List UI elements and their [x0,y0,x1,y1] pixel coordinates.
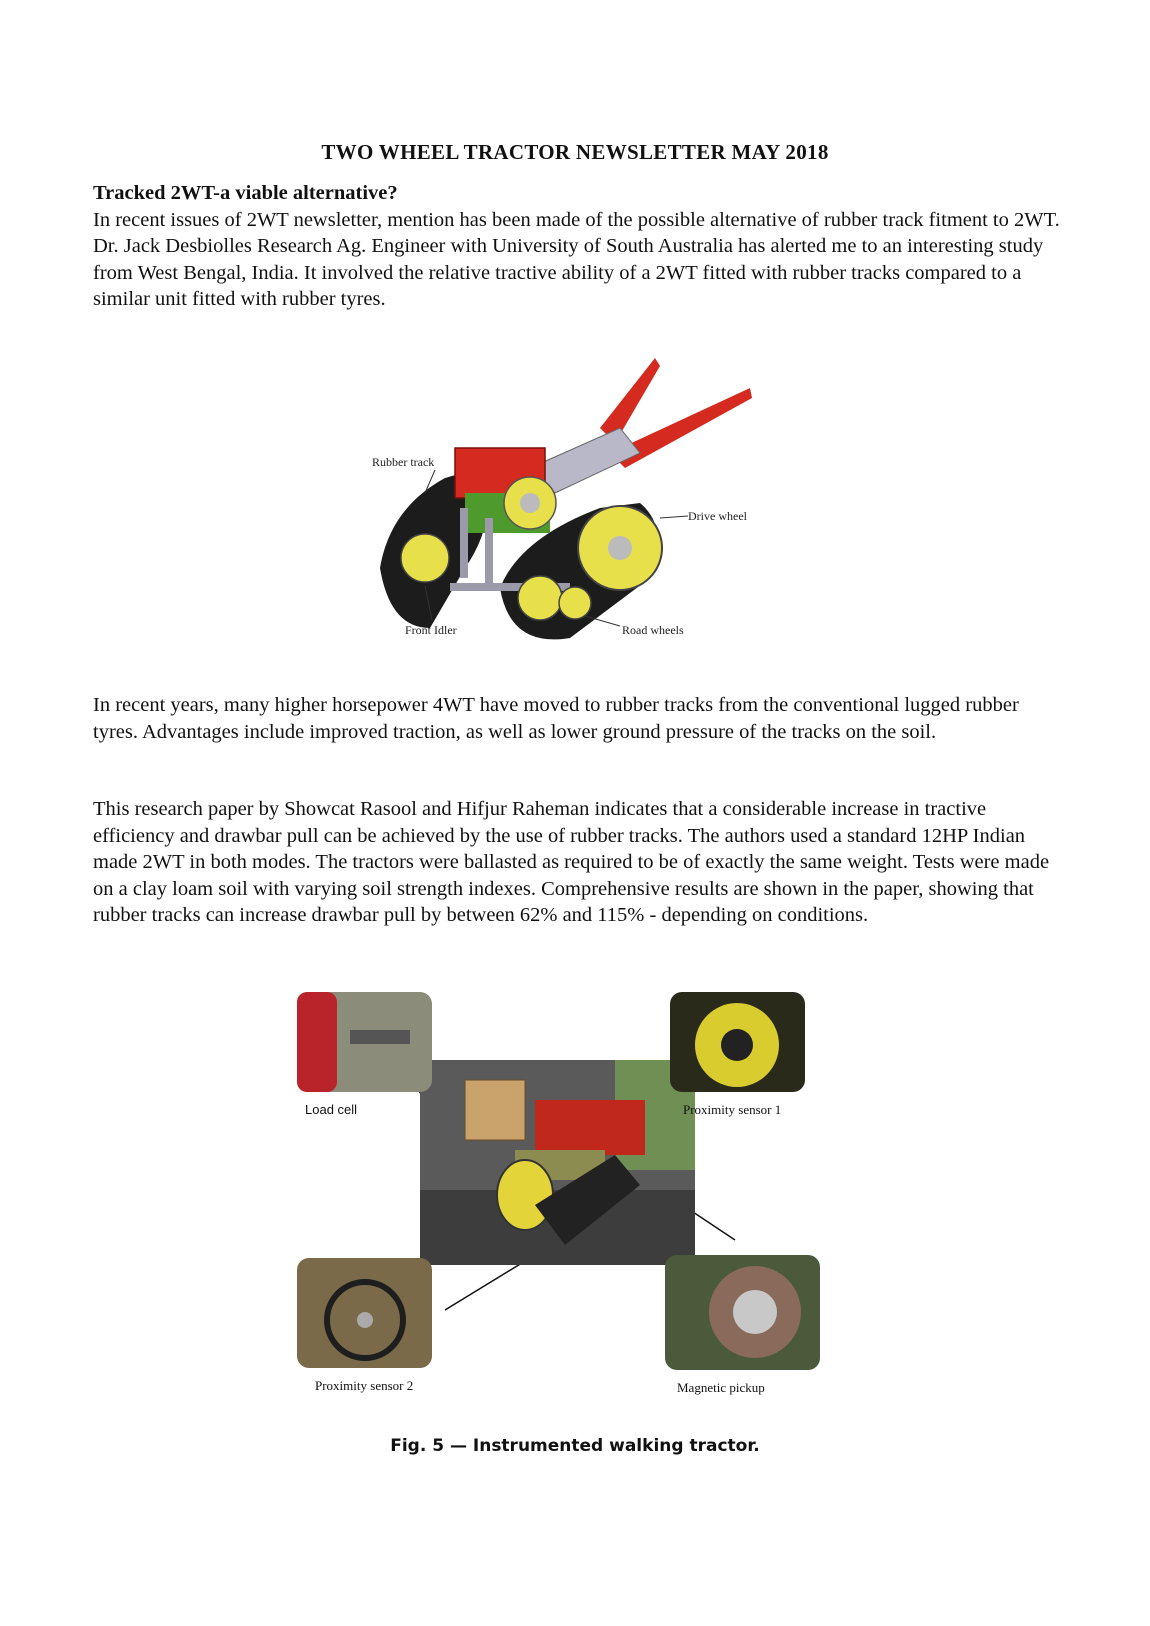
paragraph-2: In recent years, many higher horsepower 4WT have moved to rubber tracks from the conventional lugged rubber tyres. Advantages include improved traction, as well as lower ground pressure of the tracks on the soil. [93,694,1019,743]
frame-post [460,508,468,578]
front-idler-wheel [401,534,449,582]
label-proximity-sensor-1: Proximity sensor 1 [683,1102,782,1117]
inset-proximity-sensor-1 [670,992,805,1092]
drive-wheel [497,1160,553,1230]
road-wheel [518,576,562,620]
label-drive-wheel: Drive wheel [688,509,747,523]
road-wheel [559,587,591,619]
wooden-box [465,1080,525,1140]
inset-detail [350,1030,410,1044]
frame-post [485,518,493,588]
inset-hub [721,1029,753,1061]
intro-section [93,180,1068,313]
handlebar-left [600,358,660,443]
drive-wheel-hub [608,536,632,560]
label-proximity-sensor-2: Proximity sensor 2 [315,1378,414,1393]
page-title: TWO WHEEL TRACTOR NEWSLETTER MAY 2018 [321,140,829,164]
label-rubber-track: Rubber track [372,455,435,469]
paragraph-2-block [93,692,1068,745]
inset-load-cell [297,992,432,1092]
label-front-idler: Front Idler [405,623,457,637]
figure-caption: Fig. 5 — Instrumented walking tractor. [390,1436,760,1456]
section-heading: Tracked 2WT-a viable alternative? [93,182,398,204]
tracked-tractor-figure [370,358,790,668]
inset-hub [357,1312,373,1328]
inset-proximity-sensor-2 [297,1258,432,1368]
leader-line [660,516,688,518]
engine [535,1100,645,1155]
label-magnetic-pickup: Magnetic pickup [677,1380,765,1395]
label-load-cell: Load cell [305,1102,358,1117]
pulley-hub [520,493,540,513]
intro-paragraph: In recent issues of 2WT newsletter, mention has been made of the possible alternative of rubber track fitment to 2WT. Dr. Jack Desbiolles Research Ag. Engineer with University of South Australia has alerted me to an interesting study from West Bengal, India. It involved the relative tractive ability of a 2WT fitted with rubber tracks compared to a similar unit fitted with rubber tyres. [93,208,1060,310]
tractor-photo [420,1060,695,1265]
inset-pulley-hub [733,1290,777,1334]
paragraph-3-block [93,796,1068,929]
inset-magnetic-pickup [665,1255,820,1370]
label-road-wheels: Road wheels [622,623,684,637]
inset-detail [297,992,337,1092]
instrumented-tractor-figure [295,990,855,1420]
paragraph-3: This research paper by Showcat Rasool and Hifjur Raheman indicates that a considerable increase in tractive efficiency and drawbar pull can be achieved by the use of rubber tracks. The authors used a standard 12HP Indian made 2WT in both modes. The tractors were ballasted as required to be of exactly the same weight. Tests were made on a clay loam soil with varying soil strength indexes. Comprehensive results are shown in the paper, showing that rubber tracks can increase drawbar pull by between 62% and 115% - depending on conditions. [93,798,1050,926]
